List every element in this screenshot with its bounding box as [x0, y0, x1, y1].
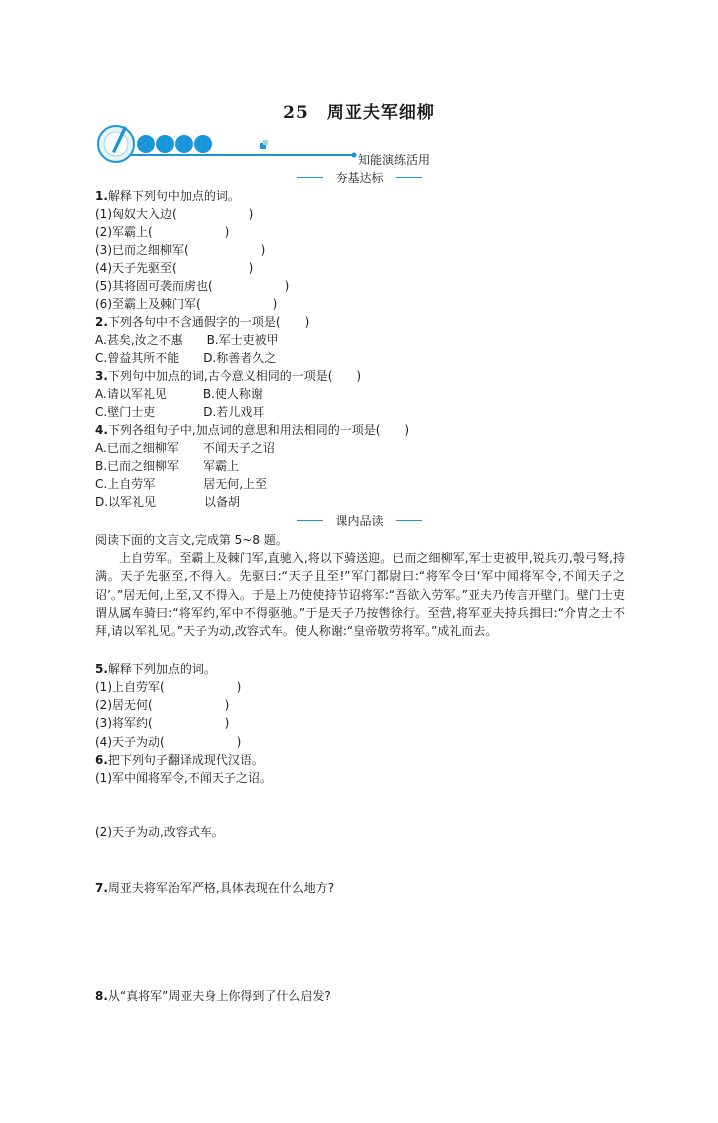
question-1-item: (2)军霸上( ) [95, 225, 230, 239]
section-heading-basic [297, 170, 422, 186]
dot-icon [175, 135, 193, 153]
section-heading-label: 夯基达标 [335, 171, 384, 185]
question-1-item: (1)匈奴大入边( ) [95, 207, 254, 221]
question-1-item: (5)其将固可袭而虏也( ) [95, 279, 290, 293]
question-7: 7.周亚夫将军治军严格,具体表现在什么地方? [95, 881, 335, 895]
reading-intro: 阅读下面的文言文,完成第 5~8 题。 [95, 533, 288, 547]
question-2-options: A.甚矣,汝之不惠 B.军士吏被甲 [95, 333, 279, 347]
question-8: 8.从“真将军”周亚夫身上你得到了什么启发? [95, 989, 331, 1003]
question-5-item: (4)天子为动( ) [95, 735, 242, 749]
question-3: 3.下列句中加点的词,古今意义相同的一项是( ) [95, 369, 362, 383]
question-5-item: (1)上自劳军( ) [95, 680, 242, 694]
question-1-item: (4)天子先驱至( ) [95, 261, 254, 275]
question-5-item: (2)居无何( ) [95, 698, 230, 712]
question-2: 2.下列各句中不含通假字的一项是( ) [95, 315, 310, 329]
question-1: 1.解释下列句中加点的词。 [95, 189, 240, 203]
question-2-options: C.曾益其所不能 D.称善者久之 [95, 351, 277, 365]
question-4-option: B.已而之细柳军 军霸上 [95, 459, 240, 473]
page-title: 25 周亚夫军细柳 [283, 103, 435, 123]
section-heading-reading [297, 513, 422, 529]
question-4-option: A.已而之细柳军 不闻天子之诏 [95, 441, 275, 455]
question-5-item: (3)将军约( ) [95, 716, 230, 730]
question-4: 4.下列各组句子中,加点词的意思和用法相同的一项是( ) [95, 423, 410, 437]
banner-label: 知能演练活用 [358, 153, 431, 167]
dot-icon [194, 135, 212, 153]
question-1-item: (3)已而之细柳军( ) [95, 243, 266, 257]
question-1-item: (6)至霸上及棘门军( ) [95, 297, 278, 311]
section-heading-label: 课内品读 [335, 514, 384, 528]
question-6-item: (2)天子为动,改容式车。 [95, 825, 224, 839]
question-3-options: C.壁门士吏 D.若儿戏耳 [95, 405, 265, 419]
dot-icon [156, 135, 174, 153]
question-4-option: C.上自劳军 居无何,上至 [95, 477, 268, 491]
question-6-item: (1)军中闻将军令,不闻天子之诏。 [95, 771, 272, 785]
question-6: 6.把下列句子翻译成现代汉语。 [95, 753, 264, 767]
question-5: 5.解释下列加点的词。 [95, 662, 216, 676]
reading-passage: 上自劳军。至霸上及棘门军,直驰入,将以下骑送迎。已而之细柳军,军士吏被甲,锐兵刃,彀弓弩,持满。天子先驱至,不得入。先驱曰:“天子且至!”军门都尉曰:“将军令曰‘军中闻将军令,不闻天子之诏’。”居无何,上至,又不得入。于是上乃使使持节诏将军:“吾欲入劳军。”亚夫乃传言开壁门。壁门士吏谓从属车骑曰:“将军约,军中不得驱驰。”于是天子乃按辔徐行。至营,将军亚夫持兵揖曰:“介胄之士不拜,请以军礼见。”天子为动,改容式车。使人称谢:“皇帝敬劳将军。”成礼而去。 [95, 551, 625, 639]
question-3-options: A.请以军礼见 B.使人称谢 [95, 387, 263, 401]
dot-icon [137, 135, 155, 153]
question-4-option: D.以军礼见 以备胡 [95, 495, 241, 509]
